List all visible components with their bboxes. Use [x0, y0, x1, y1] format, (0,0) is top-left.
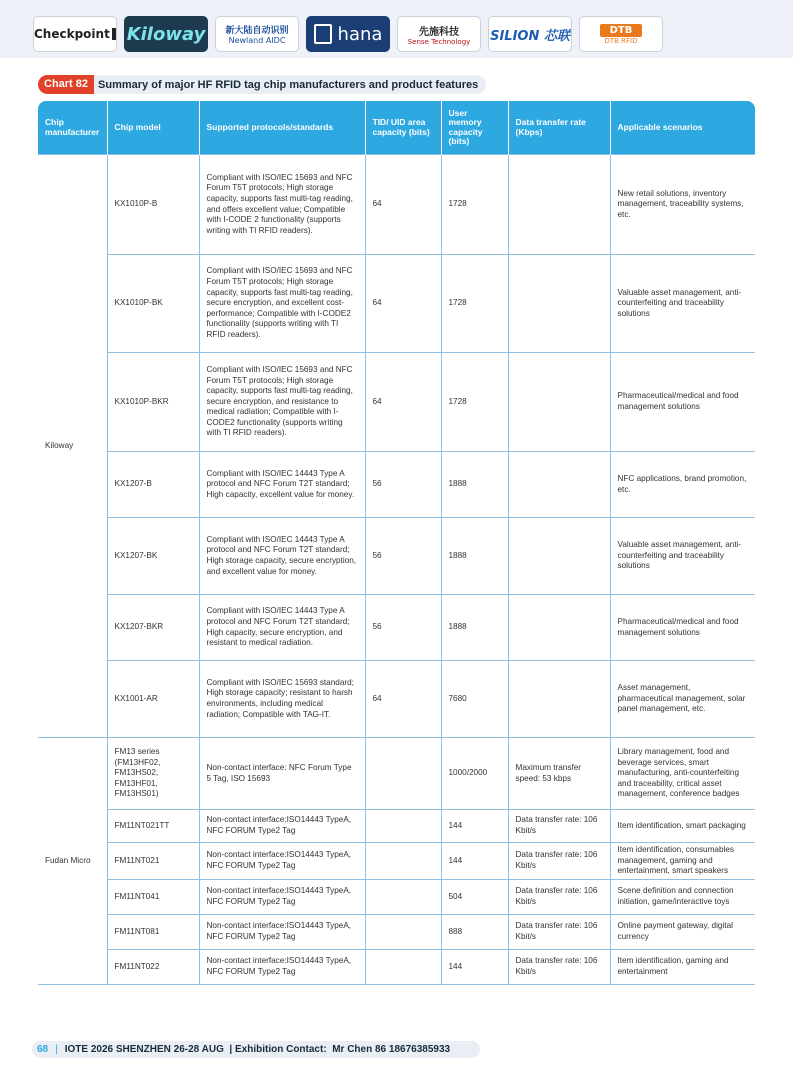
scenarios-cell: Item identification, gaming and entertainment [610, 950, 755, 985]
protocols-cell: Non-contact interface:ISO14443 TypeA, NFC FORUM Type2 Tag [199, 915, 365, 950]
model-cell: KX1001-AR [107, 661, 199, 738]
protocols-cell: Non-contact interface:ISO14443 TypeA, NFC FORUM Type2 Tag [199, 880, 365, 915]
checkpoint-logo-text: Checkpoint [34, 27, 110, 41]
user-memory-cell: 1888 [441, 518, 508, 595]
rate-cell [508, 595, 610, 661]
table-row [38, 915, 755, 950]
silion-logo-text: SILION 芯联 [490, 28, 570, 44]
table-row [38, 843, 755, 880]
dtb-logo-mark: DTB [600, 24, 643, 37]
protocols-cell: Compliant with ISO/IEC 15693 and NFC Forum T5T protocols; High storage capacity, supports fast multi-tag reading, and offers excellent value; Compatible with I-CODE 2 functionality (supports writing with TI RFID readers). [199, 155, 365, 255]
scenarios-cell: Valuable asset management, anti-counterfeiting and traceability solutions [610, 518, 755, 595]
table-row [38, 595, 755, 661]
rate-cell [508, 155, 610, 255]
user-memory-cell: 1728 [441, 155, 508, 255]
rate-cell [508, 255, 610, 353]
table-row [38, 738, 755, 810]
tid-cell: 64 [365, 255, 441, 353]
scenarios-cell: Library management, food and beverage services, smart manufacturing, anti-counterfeiting and traceability, critical asset management, conference badges [610, 738, 755, 810]
user-memory-cell: 888 [441, 915, 508, 950]
scenarios-cell: New retail solutions, inventory management, traceability systems, etc. [610, 155, 755, 255]
kiloway-logo [124, 16, 208, 52]
tid-cell: 64 [365, 661, 441, 738]
tid-cell [365, 880, 441, 915]
protocols-cell: Compliant with ISO/IEC 14443 Type A protocol and NFC Forum T2T standard; High capacity, secure encryption, and resistant to medical radiation. [199, 595, 365, 661]
model-cell: KX1207-B [107, 452, 199, 518]
protocols-cell: Compliant with ISO/IEC 14443 Type A protocol and NFC Forum T2T standard; High capacity, excellent value for money. [199, 452, 365, 518]
table-row [38, 155, 755, 255]
table-body [38, 155, 755, 985]
table-row [38, 950, 755, 985]
protocols-cell: Compliant with ISO/IEC 15693 standard; High storage capacity; resistant to harsh environments, including medical radiation; Compatible with TAG-IT. [199, 661, 365, 738]
rate-cell: Data transfer rate: 106 Kbit/s [508, 880, 610, 915]
rate-cell [508, 452, 610, 518]
tid-cell [365, 810, 441, 843]
checkpoint-mark-icon [112, 28, 116, 40]
table-row [38, 880, 755, 915]
tid-cell: 64 [365, 155, 441, 255]
user-memory-cell: 144 [441, 810, 508, 843]
user-memory-cell: 504 [441, 880, 508, 915]
model-cell: FM11NT081 [107, 915, 199, 950]
rate-cell: Maximum transfer speed: 53 kbps [508, 738, 610, 810]
model-cell: KX1010P-BK [107, 255, 199, 353]
rate-cell: Data transfer rate: 106 Kbit/s [508, 950, 610, 985]
chart-header [38, 75, 486, 94]
chip-table [38, 101, 755, 985]
model-cell: FM11NT022 [107, 950, 199, 985]
chart-title: Summary of major HF RFID tag chip manufacturers and product features [98, 78, 479, 91]
protocols-cell: Compliant with ISO/IEC 15693 and NFC Forum T5T protocols; High storage capacity, supports fast multi-tag reading, secure encryption, and excellent cost-performance; Compatible with I-CODE2 functionality (supports writing with TI RFID readers). [199, 255, 365, 353]
tid-cell [365, 915, 441, 950]
user-memory-cell: 1888 [441, 595, 508, 661]
tid-cell: 56 [365, 452, 441, 518]
hana-mark-icon [314, 24, 332, 44]
tid-cell: 56 [365, 595, 441, 661]
newland-logo-en: Newland AIDC [228, 36, 286, 45]
user-memory-cell: 1888 [441, 452, 508, 518]
manufacturer-cell: Fudan Micro [38, 738, 107, 985]
model-cell: FM11NT021TT [107, 810, 199, 843]
checkpoint-logo [33, 16, 117, 52]
rate-cell [508, 353, 610, 452]
table-row [38, 255, 755, 353]
silion-logo [488, 16, 572, 52]
tid-cell [365, 843, 441, 880]
model-cell: FM11NT021 [107, 843, 199, 880]
hana-logo-text: hana [337, 23, 383, 45]
user-memory-cell: 144 [441, 843, 508, 880]
table-row [38, 661, 755, 738]
scenarios-cell: Scene definition and connection initiation, game/interactive toys [610, 880, 755, 915]
col-header-user-memory: User memory capacity (bits) [441, 101, 508, 155]
rate-cell: Data transfer rate: 106 Kbit/s [508, 843, 610, 880]
table-row [38, 452, 755, 518]
model-cell: FM11NT041 [107, 880, 199, 915]
model-cell: FM13 series (FM13HF02, FM13HS02, FM13HF01, FM13HS01) [107, 738, 199, 810]
dtb-logo [579, 16, 663, 52]
model-cell: KX1207-BKR [107, 595, 199, 661]
col-header-manufacturer: Chip manufacturer [38, 101, 107, 155]
user-memory-cell: 144 [441, 950, 508, 985]
scenarios-cell: Asset management, pharmaceutical management, solar panel management, etc. [610, 661, 755, 738]
col-header-protocols: Supported protocols/standards [199, 101, 365, 155]
scenarios-cell: Item identification, consumables management, gaming and entertainment, smart speakers [610, 843, 755, 880]
tid-cell [365, 738, 441, 810]
rate-cell: Data transfer rate: 106 Kbit/s [508, 810, 610, 843]
page-number: 68 [37, 1044, 49, 1055]
dtb-logo-sub: DTB RFID [604, 36, 638, 45]
footer-separator: | [55, 1044, 58, 1055]
hana-logo [306, 16, 390, 52]
footer [32, 1041, 480, 1058]
table-row [38, 810, 755, 843]
scenarios-cell: Item identification, smart packaging [610, 810, 755, 843]
model-cell: KX1207-BK [107, 518, 199, 595]
col-header-scenarios: Applicable scenarios [610, 101, 755, 155]
col-header-rate: Data transfer rate (Kbps) [508, 101, 610, 155]
tid-cell: 56 [365, 518, 441, 595]
sense-logo-cn: 先施科技 [419, 26, 459, 38]
user-memory-cell: 1728 [441, 353, 508, 452]
protocols-cell: Compliant with ISO/IEC 14443 Type A protocol and NFC Forum T2T standard; High storage capacity, secure encryption, and excellent value for money. [199, 518, 365, 595]
tid-cell [365, 950, 441, 985]
table-row [38, 353, 755, 452]
chart-tag: Chart 82 [38, 75, 94, 94]
footer-text: IOTE 2026 SHENZHEN 26-28 AUG | Exhibition Contact: Mr Chen 86 18676385933 [64, 1044, 451, 1055]
model-cell: KX1010P-B [107, 155, 199, 255]
scenarios-cell: NFC applications, brand promotion, etc. [610, 452, 755, 518]
scenarios-cell: Valuable asset management, anti-counterfeiting and traceability solutions [610, 255, 755, 353]
table-row [38, 518, 755, 595]
protocols-cell: Compliant with ISO/IEC 15693 and NFC Forum T5T protocols; High storage capacity, supports fast multi-tag reading, secure encryption, and resistance to medical radiation; Compatible with I-CODE2 functionality (supports writing with TI RFID readers). [199, 353, 365, 452]
protocols-cell: Non-contact interface: NFC Forum Type 5 Tag, ISO 15693 [199, 738, 365, 810]
rate-cell [508, 518, 610, 595]
scenarios-cell: Online payment gateway, digital currency [610, 915, 755, 950]
protocols-cell: Non-contact interface:ISO14443 TypeA, NFC FORUM Type2 Tag [199, 950, 365, 985]
rate-cell: Data transfer rate: 106 Kbit/s [508, 915, 610, 950]
user-memory-cell: 1728 [441, 255, 508, 353]
logo-bar [0, 0, 793, 58]
tid-cell: 64 [365, 353, 441, 452]
col-header-tid: TID/ UID area capacity (bits) [365, 101, 441, 155]
protocols-cell: Non-contact interface:ISO14443 TypeA, NFC FORUM Type2 Tag [199, 810, 365, 843]
user-memory-cell: 7680 [441, 661, 508, 738]
scenarios-cell: Pharmaceutical/medical and food management solutions [610, 353, 755, 452]
table-header-row [38, 101, 755, 155]
user-memory-cell: 1000/2000 [441, 738, 508, 810]
kiloway-logo-text: Kiloway [126, 23, 206, 45]
col-header-model: Chip model [107, 101, 199, 155]
scenarios-cell: Pharmaceutical/medical and food management solutions [610, 595, 755, 661]
sense-logo-en: Sense Technology [407, 37, 471, 46]
sense-logo [397, 16, 481, 52]
newland-logo-cn: 新大陆自动识别 [225, 26, 289, 36]
newland-logo [215, 16, 299, 52]
protocols-cell: Non-contact interface:ISO14443 TypeA, NFC FORUM Type2 Tag [199, 843, 365, 880]
model-cell: KX1010P-BKR [107, 353, 199, 452]
manufacturer-cell: Kiloway [38, 155, 107, 738]
rate-cell [508, 661, 610, 738]
